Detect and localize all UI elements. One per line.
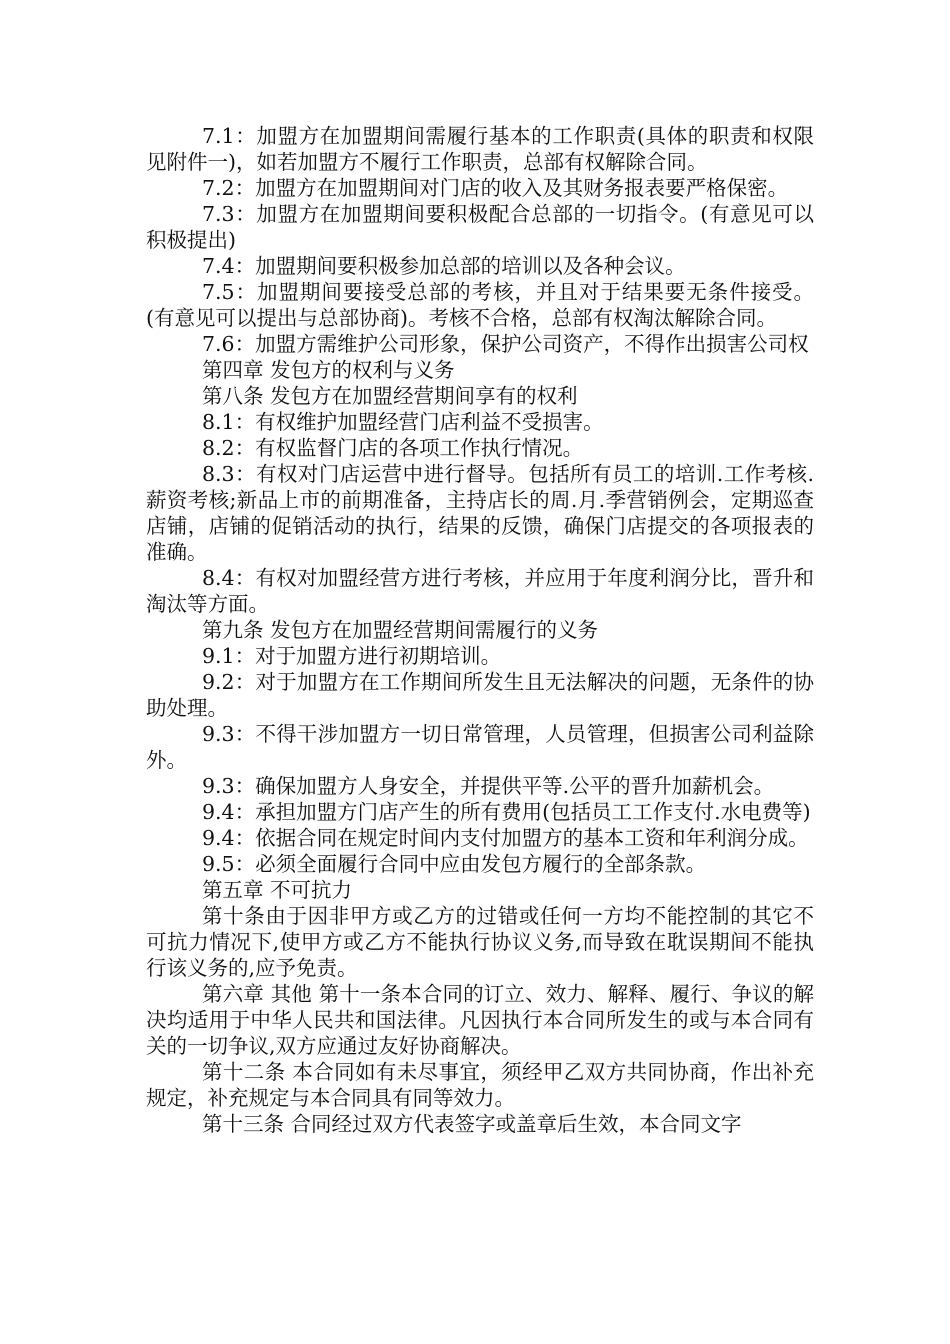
clause-7-1: 7.1：加盟方在加盟期间需履行基本的工作职责(具体的职责和权限见附件一)，如若加盟方不履行工作职责，总部有权解除合同。 bbox=[146, 124, 814, 174]
clause-9-3b: 9.3：确保加盟方人身安全，并提供平等.公平的晋升加薪机会。 bbox=[202, 774, 775, 798]
chapter-6-article-11: 第六章 其他 第十一条本合同的订立、效力、解释、履行、争议的解决均适用于中华人民共和国法律。凡因执行本合同所发生的或与本合同有关的一切争议,双方应通过友好协商解决。 bbox=[146, 982, 814, 1058]
chapter-4-heading: 第四章 发包方的权利与义务 bbox=[202, 358, 455, 382]
clause-9-4b: 9.4：依据合同在规定时间内支付加盟方的基本工资和年利润分成。 bbox=[202, 826, 809, 850]
article-13: 第十三条 合同经过双方代表签字或盖章后生效，本合同文字 bbox=[202, 1112, 742, 1136]
clause-9-4a: 9.4：承担加盟方门店产生的所有费用(包括员工工作支付.水电费等) bbox=[202, 800, 811, 824]
clause-9-2: 9.2：对于加盟方在工作期间所发生且无法解决的问题，无条件的协助处理。 bbox=[146, 670, 814, 720]
article-9-heading: 第九条 发包方在加盟经营期间需履行的义务 bbox=[202, 618, 599, 642]
clause-7-2: 7.2：加盟方在加盟期间对门店的收入及其财务报表要严格保密。 bbox=[202, 176, 789, 200]
clause-8-4: 8.4：有权对加盟经营方进行考核，并应用于年度利润分比，晋升和淘汰等方面。 bbox=[146, 566, 814, 616]
clause-9-3a: 9.3：不得干涉加盟方一切日常管理，人员管理，但损害公司利益除外。 bbox=[146, 722, 814, 772]
clause-8-3: 8.3：有权对门店运营中进行督导。包括所有员工的培训.工作考核.薪资考核;新品上市的前期准备，主持店长的周.月.季营销例会，定期巡查店铺，店铺的促销活动的执行，结果的反馈，确保门店提交的各项报表的准确。 bbox=[146, 462, 814, 564]
clause-8-1: 8.1：有权维护加盟经营门店利益不受损害。 bbox=[202, 410, 604, 434]
clause-9-5: 9.5：必须全面履行合同中应由发包方履行的全部条款。 bbox=[202, 852, 707, 876]
clause-7-6: 7.6：加盟方需维护公司形象，保护公司资产，不得作出损害公司权 bbox=[202, 332, 809, 356]
clause-9-1: 9.1：对于加盟方进行初期培训。 bbox=[202, 644, 502, 668]
clause-8-2: 8.2：有权监督门店的各项工作执行情况。 bbox=[202, 436, 584, 460]
article-8-heading: 第八条 发包方在加盟经营期间享有的权利 bbox=[202, 384, 578, 408]
clause-7-3: 7.3：加盟方在加盟期间要积极配合总部的一切指令。(有意见可以积极提出) bbox=[146, 202, 814, 252]
chapter-5-heading: 第五章 不可抗力 bbox=[202, 878, 353, 902]
article-12: 第十二条 本合同如有未尽事宜，须经甲乙双方共同协商，作出补充规定，补充规定与本合同具有同等效力。 bbox=[146, 1060, 814, 1110]
clause-7-5: 7.5：加盟期间要接受总部的考核，并且对于结果要无条件接受。(有意见可以提出与总部协商)。考核不合格，总部有权淘汰解除合同。 bbox=[146, 280, 814, 330]
document-body bbox=[146, 123, 814, 1137]
clause-7-4: 7.4：加盟期间要积极参加总部的培训以及各种会议。 bbox=[202, 254, 686, 278]
article-10: 第十条由于因非甲方或乙方的过错或任何一方均不能控制的其它不可抗力情况下,使甲方或乙方不能执行协议义务,而导致在耽误期间不能执行该义务的,应予免责。 bbox=[146, 904, 814, 980]
